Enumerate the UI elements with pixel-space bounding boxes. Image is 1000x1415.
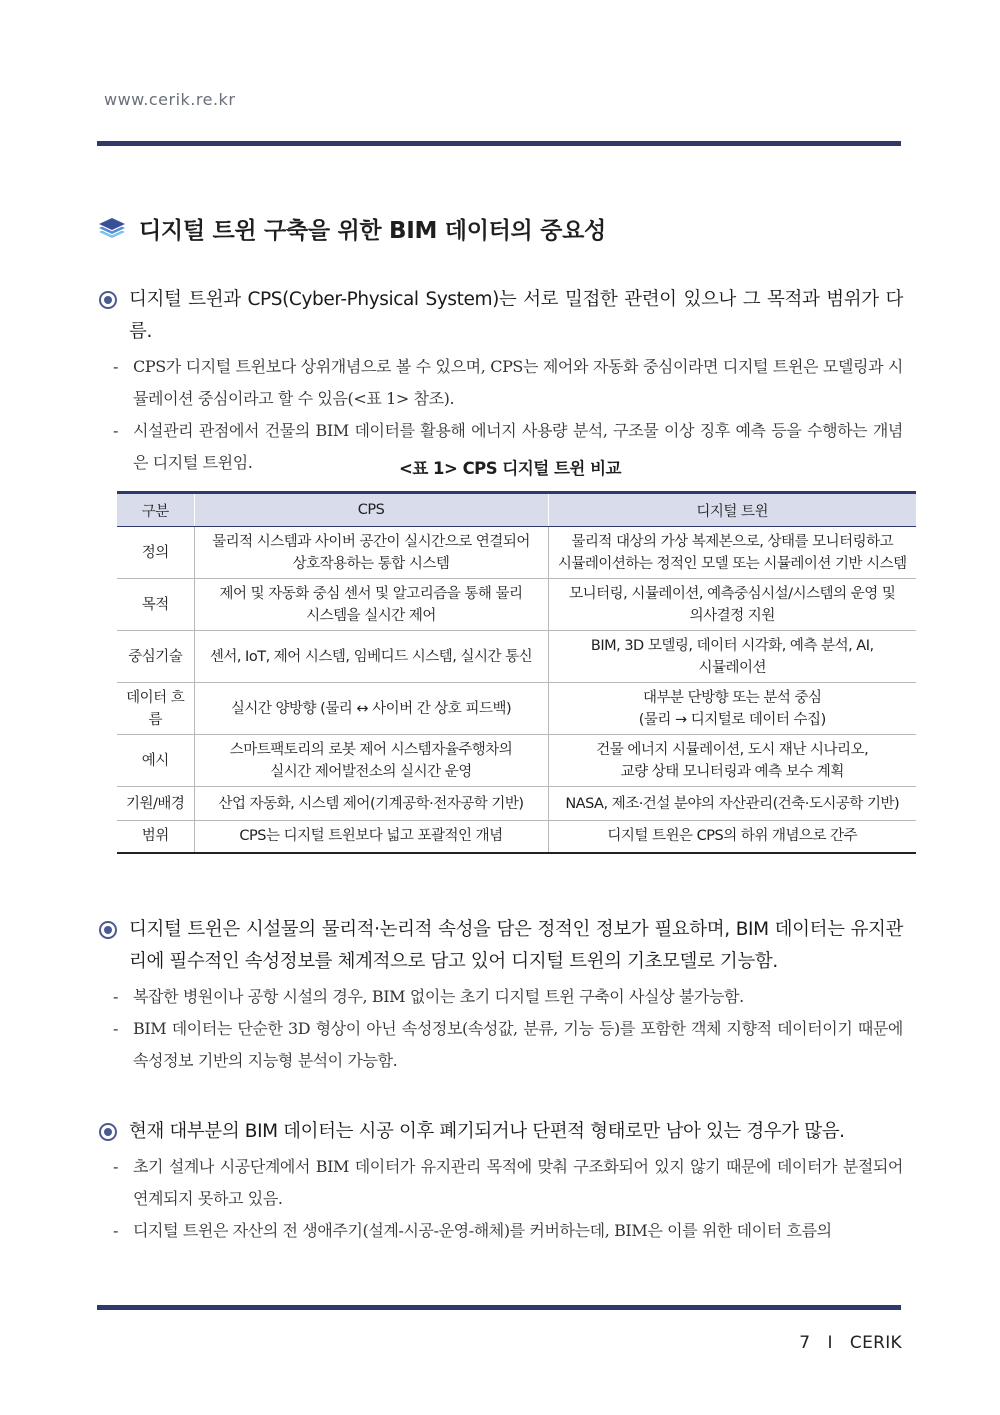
table-header-cell: 구분 [117,493,194,527]
dash-marker: - [113,357,119,376]
table-cell: CPS는 디지털 트윈보다 넓고 포괄적인 개념 [194,821,548,853]
dash-marker: - [113,1221,119,1240]
table-cell: 산업 자동화, 시스템 제어(기계공학·전자공학 기반) [194,787,548,821]
table-cell: 디지털 트윈은 CPS의 하위 개념으로 간주 [548,821,916,853]
bullet-point [97,914,903,978]
dash-marker: - [113,421,119,440]
table-row [117,631,916,683]
table-cell: 스마트팩토리의 로봇 제어 시스템자율주행차의 실시간 제어발전소의 실시간 운영 [194,735,548,787]
table-row [117,821,916,853]
bullet-text: 디지털 트윈과 CPS(Cyber-Physical System)는 서로 밀접한 관련이 있으나 그 목적과 범위가 다름. [129,289,903,342]
sub-item [113,981,903,1013]
sub-item-text: 초기 설계나 시공단계에서 BIM 데이터가 유지관리 목적에 맞춰 구조화되어 있지 않기 때문에 데이터가 분절되어 연계되지 못하고 있음. [133,1157,903,1208]
bullet-group-3 [97,1116,903,1247]
table-row-label: 중심기술 [117,631,194,683]
table-caption: <표 1> CPS 디지털 트윈 비교 [399,459,621,478]
bullet-circle-icon [99,1123,117,1141]
sub-item [113,1013,903,1077]
sub-item-text: 시설관리 관점에서 건물의 BIM 데이터를 활용해 에너지 사용량 분석, 구조물 이상 징후 예측 등을 수행하는 개념은 디지털 트윈임. [133,421,903,472]
table-row [117,579,916,631]
table-row-label: 정의 [117,527,194,579]
table-cell: NASA, 제조·건설 분야의 자산관리(건축·도시공학 기반) [548,787,916,821]
table-row [117,527,916,579]
table-cell: 건물 에너지 시뮬레이션, 도시 재난 시나리오, 교량 상태 모니터링과 예측 보수 계획 [548,735,916,787]
bullet-point [97,284,903,348]
table-row-label: 데이터 흐름 [117,683,194,735]
bullet-text: 현재 대부분의 BIM 데이터는 시공 이후 폐기되거나 단편적 형태로만 남아 있는 경우가 많음. [129,1121,845,1142]
section-title: 디지털 트윈 구축을 위한 BIM 데이터의 중요성 [139,217,606,244]
table-row-label: 예시 [117,735,194,787]
bullet-group-2 [97,914,903,1077]
table-cell: 대부분 단방향 또는 분석 중심 (물리 → 디지털로 데이터 수집) [548,683,916,735]
header-divider [97,141,901,146]
bullet-circle-icon [99,921,117,939]
table-cell: 모니터링, 시뮬레이션, 예측중심시설/시스템의 운영 및 의사결정 지원 [548,579,916,631]
table-cell: 물리적 시스템과 사이버 공간이 실시간으로 연결되어 상호작용하는 통합 시스템 [194,527,548,579]
table-cell: 제어 및 자동화 중심 센서 및 알고리즘을 통해 물리 시스템을 실시간 제어 [194,579,548,631]
table-row [117,683,916,735]
sub-item-text: 복잡한 병원이나 공항 시설의 경우, BIM 없이는 초기 디지털 트윈 구축이 사실상 불가능함. [133,987,744,1006]
layers-icon [97,213,127,243]
sub-item-text: CPS가 디지털 트윈보다 상위개념으로 볼 수 있으며, CPS는 제어와 자동화 중심이라면 디지털 트윈은 모델링과 시뮬레이션 중심이라고 할 수 있음(<표 1> 참조). [133,357,903,408]
bullet-text: 디지털 트윈은 시설물의 물리적·논리적 속성을 담은 정적인 정보가 필요하며, BIM 데이터는 유지관리에 필수적인 속성정보를 체계적으로 담고 있어 디지털 트윈의 기초모델로 기능함. [129,919,903,972]
dash-marker: - [113,987,119,1006]
section-heading [97,210,606,246]
table-row-label: 범위 [117,821,194,853]
sub-item [113,1215,903,1247]
table-row [117,735,916,787]
bullet-point [97,1116,903,1148]
footer-divider [97,1305,901,1310]
table-cell: BIM, 3D 모델링, 데이터 시각화, 예측 분석, AI, 시뮬레이션 [548,631,916,683]
page-number: 7 [799,1333,811,1353]
table-row [117,787,916,821]
bullet-circle-icon [99,291,117,309]
comparison-table [117,491,916,854]
sub-item-text: BIM 데이터는 단순한 3D 형상이 아닌 속성정보(속성값, 분류, 기능 등)를 포함한 객체 지향적 데이터이기 때문에 속성정보 기반의 지능형 분석이 가능함. [133,1019,903,1070]
header-url: www.cerik.re.kr [104,90,236,109]
table-cell: 물리적 대상의 가상 복제본으로, 상태를 모니터링하고 시뮬레이션하는 정적인 모델 또는 시뮬레이션 기반 시스템 [548,527,916,579]
table-cell: 센서, IoT, 제어 시스템, 임베디드 시스템, 실시간 통신 [194,631,548,683]
footer-brand: CERIK [849,1333,902,1353]
sub-item [113,1151,903,1215]
footer-separator: I [827,1333,833,1353]
dash-marker: - [113,1157,119,1176]
table-row-label: 목적 [117,579,194,631]
table-header-cell: 디지털 트윈 [548,493,916,527]
footer-page-label [799,1333,902,1353]
table-row-label: 기원/배경 [117,787,194,821]
bullet-group-1 [97,284,903,479]
sub-item-text: 디지털 트윈은 자산의 전 생애주기(설계-시공-운영-해체)를 커버하는데, BIM은 이를 위한 데이터 흐름의 [133,1221,832,1240]
table-header-cell: CPS [194,493,548,527]
dash-marker: - [113,1019,119,1038]
table-header-row [117,493,916,527]
sub-item [113,351,903,415]
table-cell: 실시간 양방향 (물리 ↔ 사이버 간 상호 피드백) [194,683,548,735]
